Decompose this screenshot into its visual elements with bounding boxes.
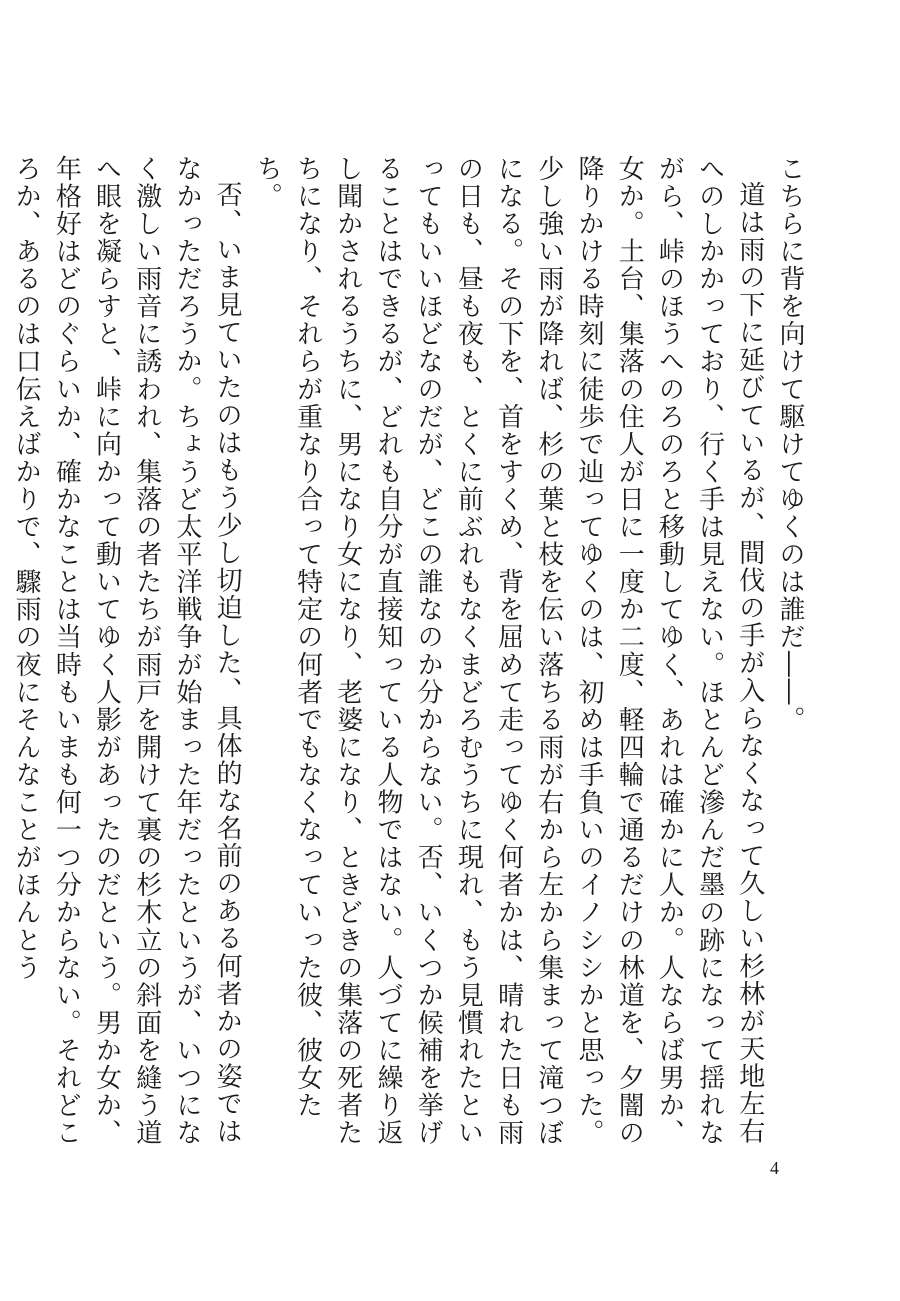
page-number: 4: [770, 1158, 779, 1178]
paragraph-opening-line: こちらに背を向けて駆けてゆくのは誰だ――。: [775, 155, 805, 734]
paragraph-mountain-road: 道は雨の下に延びているが、間伐の手が入らなくなって久しい杉林が天地左右へのしかかっており、行く手は見えない。ほとんど滲んだ墨の跡になって揺れながら、峠のほうへのろのろと移動してゆく、あれは確かに人か。人ならば男か、女か。土台、集落の住人が日に一度か二度、軽四輪で通るだけの林道を、夕闇の降りかける時刻に徒歩で辿ってゆくのは、初めは手負いのイノシシかと思った。少し強い雨が降れば、杉の葉と枝を伝い落ちる雨が右から左から集まって滝つぼになる。その下を、首をすくめ、背を屈めて走ってゆく何者かは、晴れた日も雨の日も、昼も夜も、とくに前ぶれもなくまどろむうちに現れ、もう見慣れたといってもいいほどなのだが、どこの誰なのか分からない。否、いくつか候補を挙げることはできるが、どれも自分が直接知っている人物ではない。人づてに繰り返し聞かされるうちに、男になり女になり、老婆になり、ときどきの集落の死者たちになり、それらが重なり合って特定の何者でもなくなっていった彼、彼女たち。: [252, 155, 765, 1147]
vertical-body-text: [11, 155, 810, 1160]
paragraph-wartime-memory: 否、いま見ていたのはもう少し切迫した、具体的な名前のある何者かの姿ではなかっただろうか。ちょうど太平洋戦争が始まった年だったというが、いつになく激しい雨音に誘われ、集落の者たちが雨戸を開けて裏の杉木立の斜面を縫う道へ眼を凝らすと、峠に向かって動いてゆく人影があったのだという。男か女か、年格好はどのぐらいか、確かなことは当時もいまも何一つ分からない。それどころか、あるのは口伝えばかりで、驟雨の夜にそんなことがほんとう: [11, 155, 243, 1147]
